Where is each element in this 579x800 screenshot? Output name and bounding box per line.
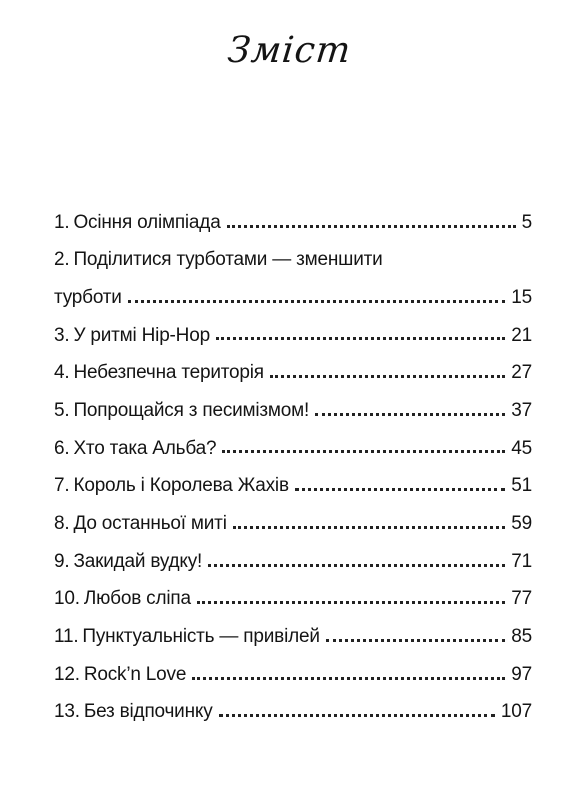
toc-entry-page: 59 xyxy=(511,512,532,534)
toc-entry-page: 21 xyxy=(511,324,532,346)
dot-leader xyxy=(128,300,506,303)
page-title: Зміст xyxy=(225,30,354,71)
dot-leader xyxy=(270,375,505,378)
toc-entry[interactable] xyxy=(54,648,532,686)
dot-leader xyxy=(295,488,505,491)
toc-entry-title: 11. Пунктуальність — привілей xyxy=(54,626,320,648)
toc-entry-title: 7. Король і Королева Жахів xyxy=(54,475,289,497)
toc-entry-title: 9. Закидай вудку! xyxy=(54,550,203,572)
dot-leader xyxy=(208,564,505,567)
dot-leader xyxy=(192,677,505,680)
dot-leader xyxy=(222,450,505,453)
toc-entry-page: 37 xyxy=(511,399,532,421)
toc-entry[interactable] xyxy=(54,535,532,573)
toc-entry-title: 8. До останньої миті xyxy=(54,512,227,534)
toc-entry-page: 107 xyxy=(500,701,532,723)
toc-entry[interactable] xyxy=(54,610,532,648)
toc-entry[interactable] xyxy=(54,459,532,497)
toc-entry[interactable] xyxy=(54,686,532,724)
toc-entry-title: 5. Попрощайся з песимізмом! xyxy=(54,399,310,421)
dot-leader xyxy=(219,714,495,717)
toc-entry-page: 15 xyxy=(511,286,532,308)
toc-entry-title: 6. Хто така Альба? xyxy=(54,437,217,459)
toc-entry-page: 71 xyxy=(511,550,532,572)
toc-entry-title: 10. Любов сліпа xyxy=(54,588,191,610)
toc-entry-title: 12. Rock’n Love xyxy=(54,663,187,685)
toc-entry[interactable] xyxy=(54,573,532,611)
dot-leader xyxy=(197,601,505,604)
toc-entry-title: 4. Небезпечна територія xyxy=(54,362,264,384)
dot-leader xyxy=(227,225,516,228)
toc-entry[interactable] xyxy=(54,497,532,535)
toc-entry-page: 45 xyxy=(511,437,532,459)
toc-entry-title: 2. Поділитися турботами — зменшити xyxy=(54,249,383,271)
toc-entry[interactable] xyxy=(54,196,532,234)
toc-entry-page: 97 xyxy=(511,663,532,685)
toc-entry-page: 51 xyxy=(511,475,532,497)
toc-entry-title-continued: турботи xyxy=(54,286,122,308)
toc-entry-title: 3. У ритмі Hip-Hop xyxy=(54,324,210,346)
dot-leader xyxy=(233,526,506,529)
toc-entry[interactable] xyxy=(54,234,532,309)
table-of-contents xyxy=(54,196,532,723)
dot-leader xyxy=(326,639,506,642)
toc-entry-title: 13. Без відпочинку xyxy=(54,701,213,723)
dot-leader xyxy=(216,337,505,340)
toc-entry[interactable] xyxy=(54,309,532,347)
toc-entry-page: 27 xyxy=(511,362,532,384)
toc-entry[interactable] xyxy=(54,346,532,384)
dot-leader xyxy=(315,413,505,416)
toc-entry[interactable] xyxy=(54,384,532,422)
toc-entry-page: 85 xyxy=(511,626,532,648)
toc-entry-page: 5 xyxy=(521,211,532,233)
toc-entry[interactable] xyxy=(54,422,532,460)
toc-entry-page: 77 xyxy=(511,588,532,610)
toc-entry-title: 1. Осіння олімпіада xyxy=(54,211,221,233)
